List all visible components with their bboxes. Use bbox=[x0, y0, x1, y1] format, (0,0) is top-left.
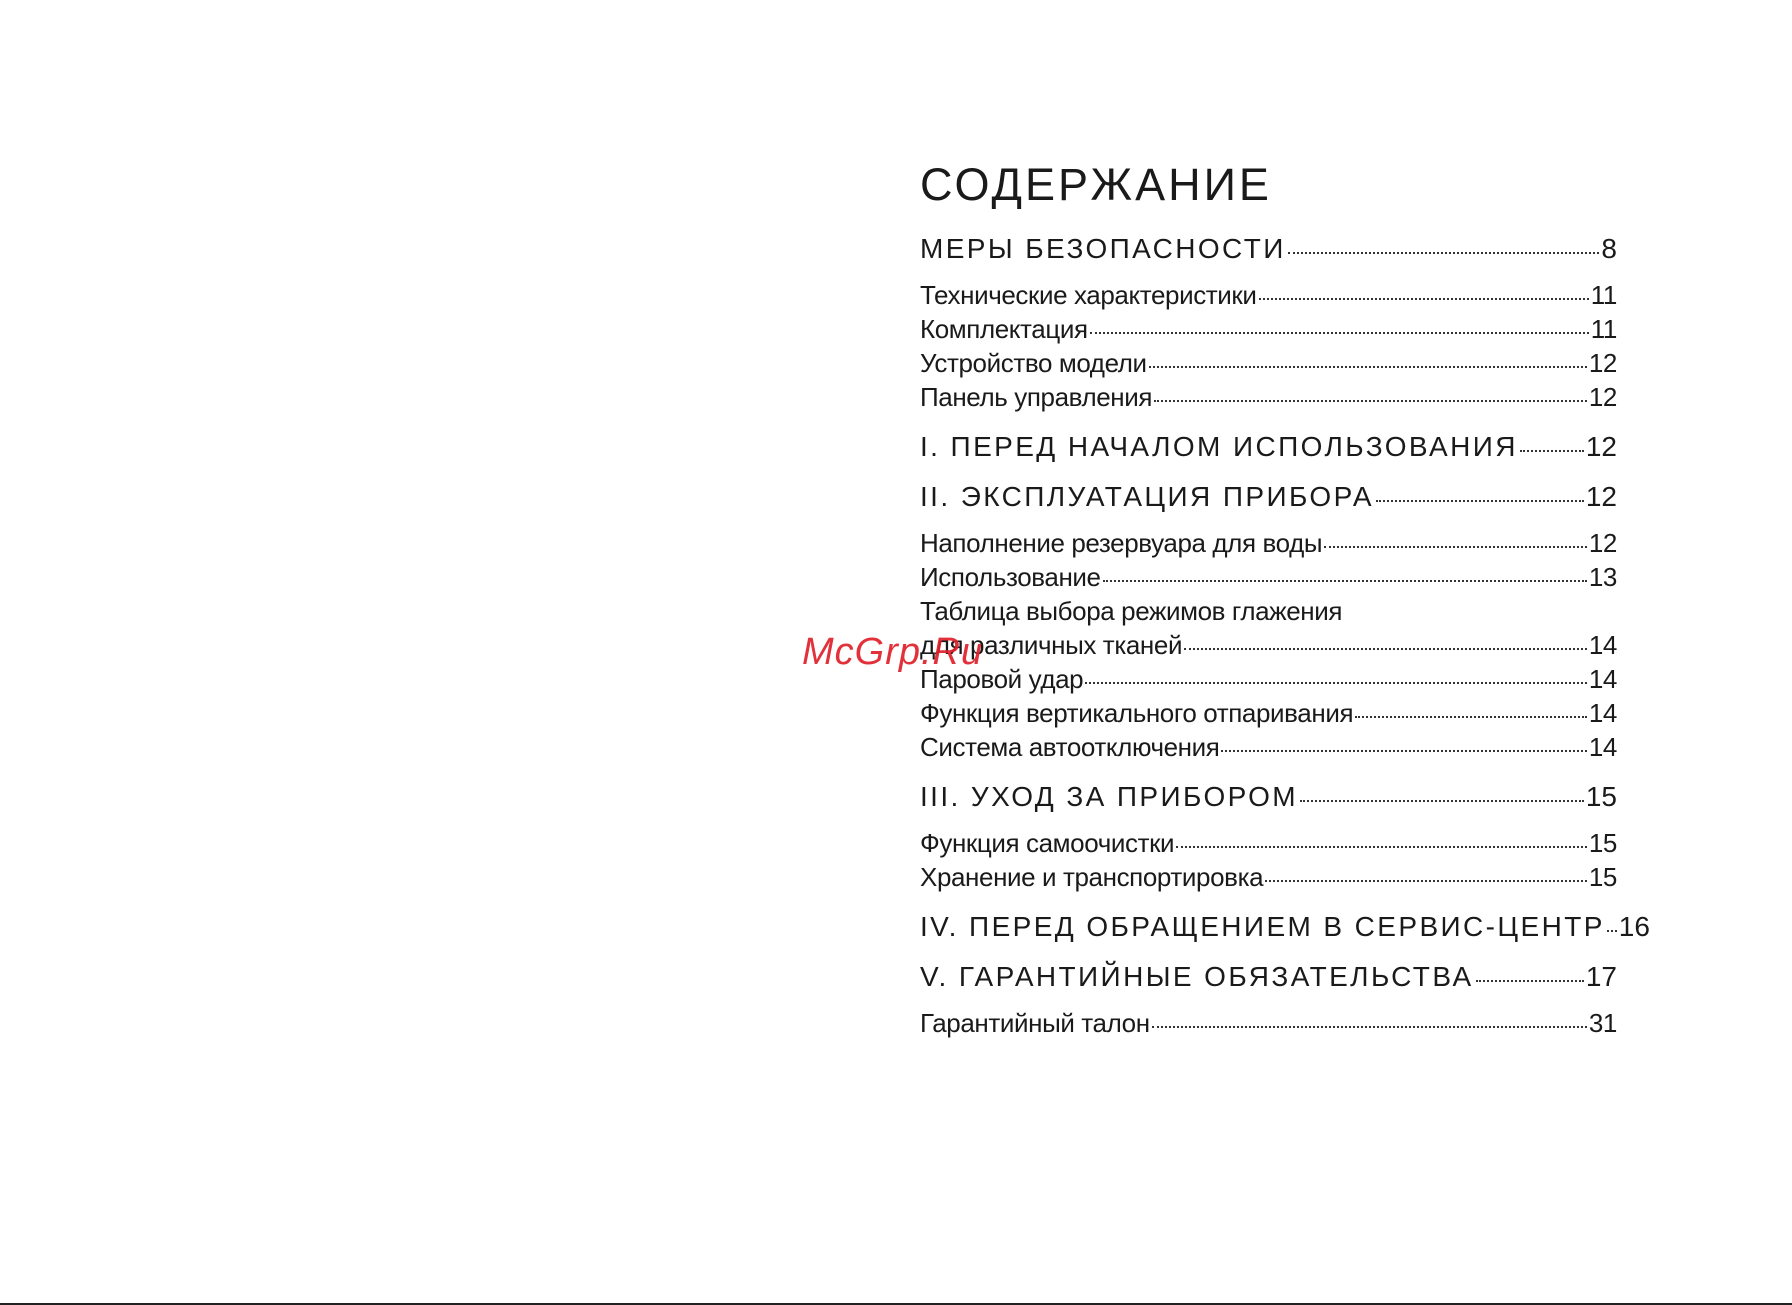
toc-entry-label: Паровой удар bbox=[920, 663, 1084, 694]
toc-entry-label: Функция самоочистки bbox=[920, 827, 1175, 858]
toc-entry-section-3[interactable] bbox=[920, 780, 1617, 814]
dot-leader bbox=[1090, 332, 1589, 334]
toc-entry-page: 11 bbox=[1590, 313, 1617, 344]
toc-entry-vertical-steam[interactable] bbox=[920, 696, 1617, 730]
toc-entry-section-1[interactable] bbox=[920, 430, 1617, 464]
toc-entry-page: 8 bbox=[1601, 232, 1617, 264]
watermark: McGrp.Ru bbox=[802, 631, 984, 673]
toc-entry-page: 12 bbox=[1588, 527, 1617, 558]
toc-entry-section-5[interactable] bbox=[920, 960, 1617, 994]
dot-leader bbox=[1176, 846, 1587, 848]
toc-entry-label: Комплектация bbox=[920, 313, 1088, 344]
toc-entry-storage[interactable] bbox=[920, 860, 1617, 894]
toc-entry-label: V. ГАРАНТИЙНЫЕ ОБЯЗАТЕЛЬСТВА bbox=[920, 960, 1474, 992]
toc-entry-label: I. ПЕРЕД НАЧАЛОМ ИСПОЛЬЗОВАНИЯ bbox=[920, 430, 1518, 462]
toc-entry-warranty-card[interactable] bbox=[920, 1006, 1617, 1040]
dot-leader bbox=[1300, 800, 1584, 802]
toc-entry-label: Система автоотключения bbox=[920, 731, 1220, 762]
table-of-contents bbox=[920, 159, 1650, 1040]
dot-leader bbox=[1355, 716, 1587, 718]
toc-entry-contents[interactable] bbox=[920, 312, 1617, 346]
toc-entry-page: 12 bbox=[1585, 480, 1617, 512]
toc-title: СОДЕРЖАНИЕ bbox=[920, 159, 1272, 210]
toc-entry-label: Устройство модели bbox=[920, 347, 1147, 378]
toc-entry-page: 31 bbox=[1588, 1007, 1617, 1038]
toc-entry-water-tank[interactable] bbox=[920, 526, 1617, 560]
toc-entry-self-clean[interactable] bbox=[920, 826, 1617, 860]
toc-entry-steam-burst[interactable] bbox=[920, 662, 1617, 696]
toc-entry-page: 12 bbox=[1588, 381, 1617, 412]
dot-leader bbox=[1221, 750, 1586, 752]
dot-leader bbox=[1085, 682, 1587, 684]
toc-entry-label: II. ЭКСПЛУАТАЦИЯ ПРИБОРА bbox=[920, 480, 1374, 512]
toc-entry-page: 13 bbox=[1588, 561, 1617, 592]
dot-leader bbox=[1520, 450, 1584, 452]
toc-entry-label: Панель управления bbox=[920, 381, 1153, 412]
toc-entry-section-4[interactable] bbox=[920, 910, 1650, 944]
toc-entry-ironing-table-line2[interactable] bbox=[920, 628, 1617, 662]
toc-entry-safety[interactable] bbox=[920, 232, 1617, 266]
dot-leader bbox=[1103, 580, 1587, 582]
toc-entry-usage[interactable] bbox=[920, 560, 1617, 594]
dot-leader bbox=[1149, 366, 1587, 368]
dot-leader bbox=[1607, 930, 1617, 932]
dot-leader bbox=[1265, 880, 1587, 882]
toc-entry-page: 17 bbox=[1585, 960, 1617, 992]
dot-leader bbox=[1324, 546, 1587, 548]
toc-entry-control-panel[interactable] bbox=[920, 380, 1617, 414]
toc-entry-specifications[interactable] bbox=[920, 278, 1617, 312]
toc-entry-device-design[interactable] bbox=[920, 346, 1617, 380]
dot-leader bbox=[1288, 252, 1600, 254]
toc-entry-page: 12 bbox=[1585, 430, 1617, 462]
toc-entry-label: Гарантийный талон bbox=[920, 1007, 1150, 1038]
toc-entry-page: 15 bbox=[1588, 861, 1617, 892]
toc-entry-section-2[interactable] bbox=[920, 480, 1617, 514]
toc-entry-page: 14 bbox=[1588, 697, 1617, 728]
toc-entry-label: Наполнение резервуара для воды bbox=[920, 527, 1323, 558]
toc-entry-page: 16 bbox=[1618, 910, 1650, 942]
toc-entry-page: 12 bbox=[1588, 347, 1617, 378]
toc-entry-ironing-table-line1[interactable] bbox=[920, 594, 1617, 628]
toc-entry-page: 15 bbox=[1588, 827, 1617, 858]
toc-entry-page: 14 bbox=[1588, 663, 1617, 694]
toc-entry-label: Использование bbox=[920, 561, 1101, 592]
toc-entry-label: Таблица выбора режимов глажения bbox=[920, 595, 1343, 626]
dot-leader bbox=[1476, 980, 1584, 982]
dot-leader bbox=[1152, 1026, 1587, 1028]
toc-entry-label: для различных тканей bbox=[920, 629, 1183, 660]
toc-entry-auto-off[interactable] bbox=[920, 730, 1617, 764]
dot-leader bbox=[1259, 298, 1589, 300]
toc-entry-label: МЕРЫ БЕЗОПАСНОСТИ bbox=[920, 232, 1286, 264]
dot-leader bbox=[1184, 648, 1587, 650]
toc-entry-page: 14 bbox=[1588, 629, 1617, 660]
toc-entry-label: Хранение и транспортировка bbox=[920, 861, 1264, 892]
toc-entry-label: Технические характеристики bbox=[920, 279, 1257, 310]
toc-entry-label: III. УХОД ЗА ПРИБОРОМ bbox=[920, 780, 1299, 812]
dot-leader bbox=[1376, 500, 1584, 502]
toc-entry-page: 14 bbox=[1588, 731, 1617, 762]
toc-entry-label: IV. ПЕРЕД ОБРАЩЕНИЕМ В СЕРВИС-ЦЕНТР bbox=[920, 910, 1605, 942]
dot-leader bbox=[1154, 400, 1587, 402]
toc-entry-page: 11 bbox=[1590, 279, 1617, 310]
toc-entry-label: Функция вертикального отпаривания bbox=[920, 697, 1354, 728]
toc-entry-page: 15 bbox=[1585, 780, 1617, 812]
